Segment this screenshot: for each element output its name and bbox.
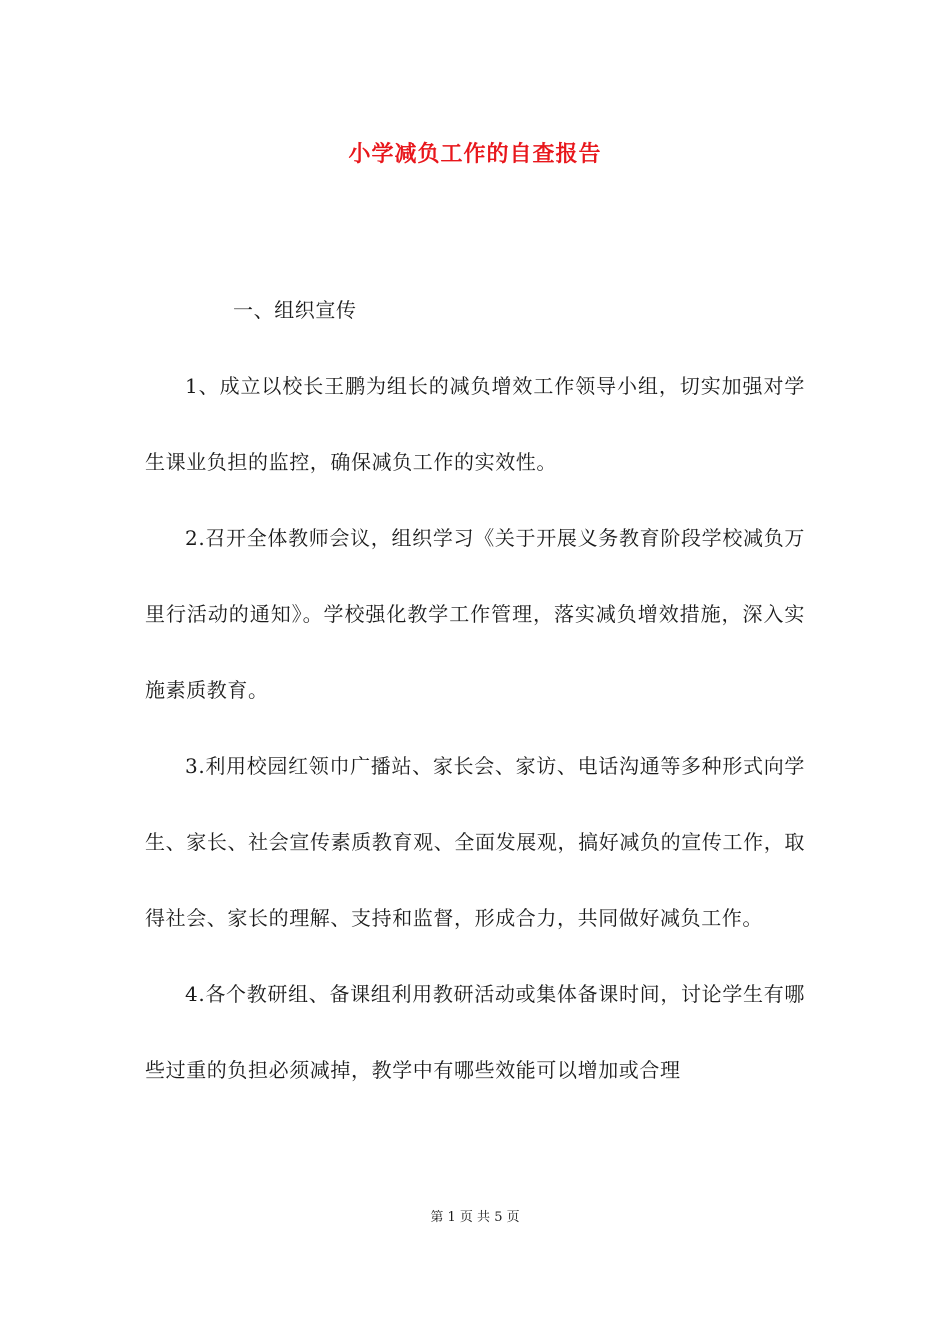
document-title: 小学减负工作的自查报告: [348, 141, 602, 167]
paragraph-1: 1、成立以校长王鹏为组长的减负增效工作领导小组，切实加强对学生课业负担的监控，确保减负工作的实效性。: [145, 374, 805, 474]
document-body: [145, 272, 805, 1108]
paragraph-3: 3.利用校园红领巾广播站、家长会、家访、电话沟通等多种形式向学生、家长、社会宣传素质教育观、全面发展观，搞好减负的宣传工作，取得社会、家长的理解、支持和监督，形成合力，共同做好减负工作。: [145, 754, 805, 930]
paragraph-4: 4.各个教研组、备课组利用教研活动或集体备课时间，讨论学生有哪些过重的负担必须减掉，教学中有哪些效能可以增加或合理: [145, 982, 805, 1082]
section-heading: 一、组织宣传: [233, 298, 357, 322]
page-number-footer: 第 1 页 共 5 页: [430, 1210, 520, 1225]
paragraph-2: 2.召开全体教师会议，组织学习《关于开展义务教育阶段学校减负万里行活动的通知》。学校强化教学工作管理，落实减负增效措施，深入实施素质教育。: [145, 526, 805, 702]
